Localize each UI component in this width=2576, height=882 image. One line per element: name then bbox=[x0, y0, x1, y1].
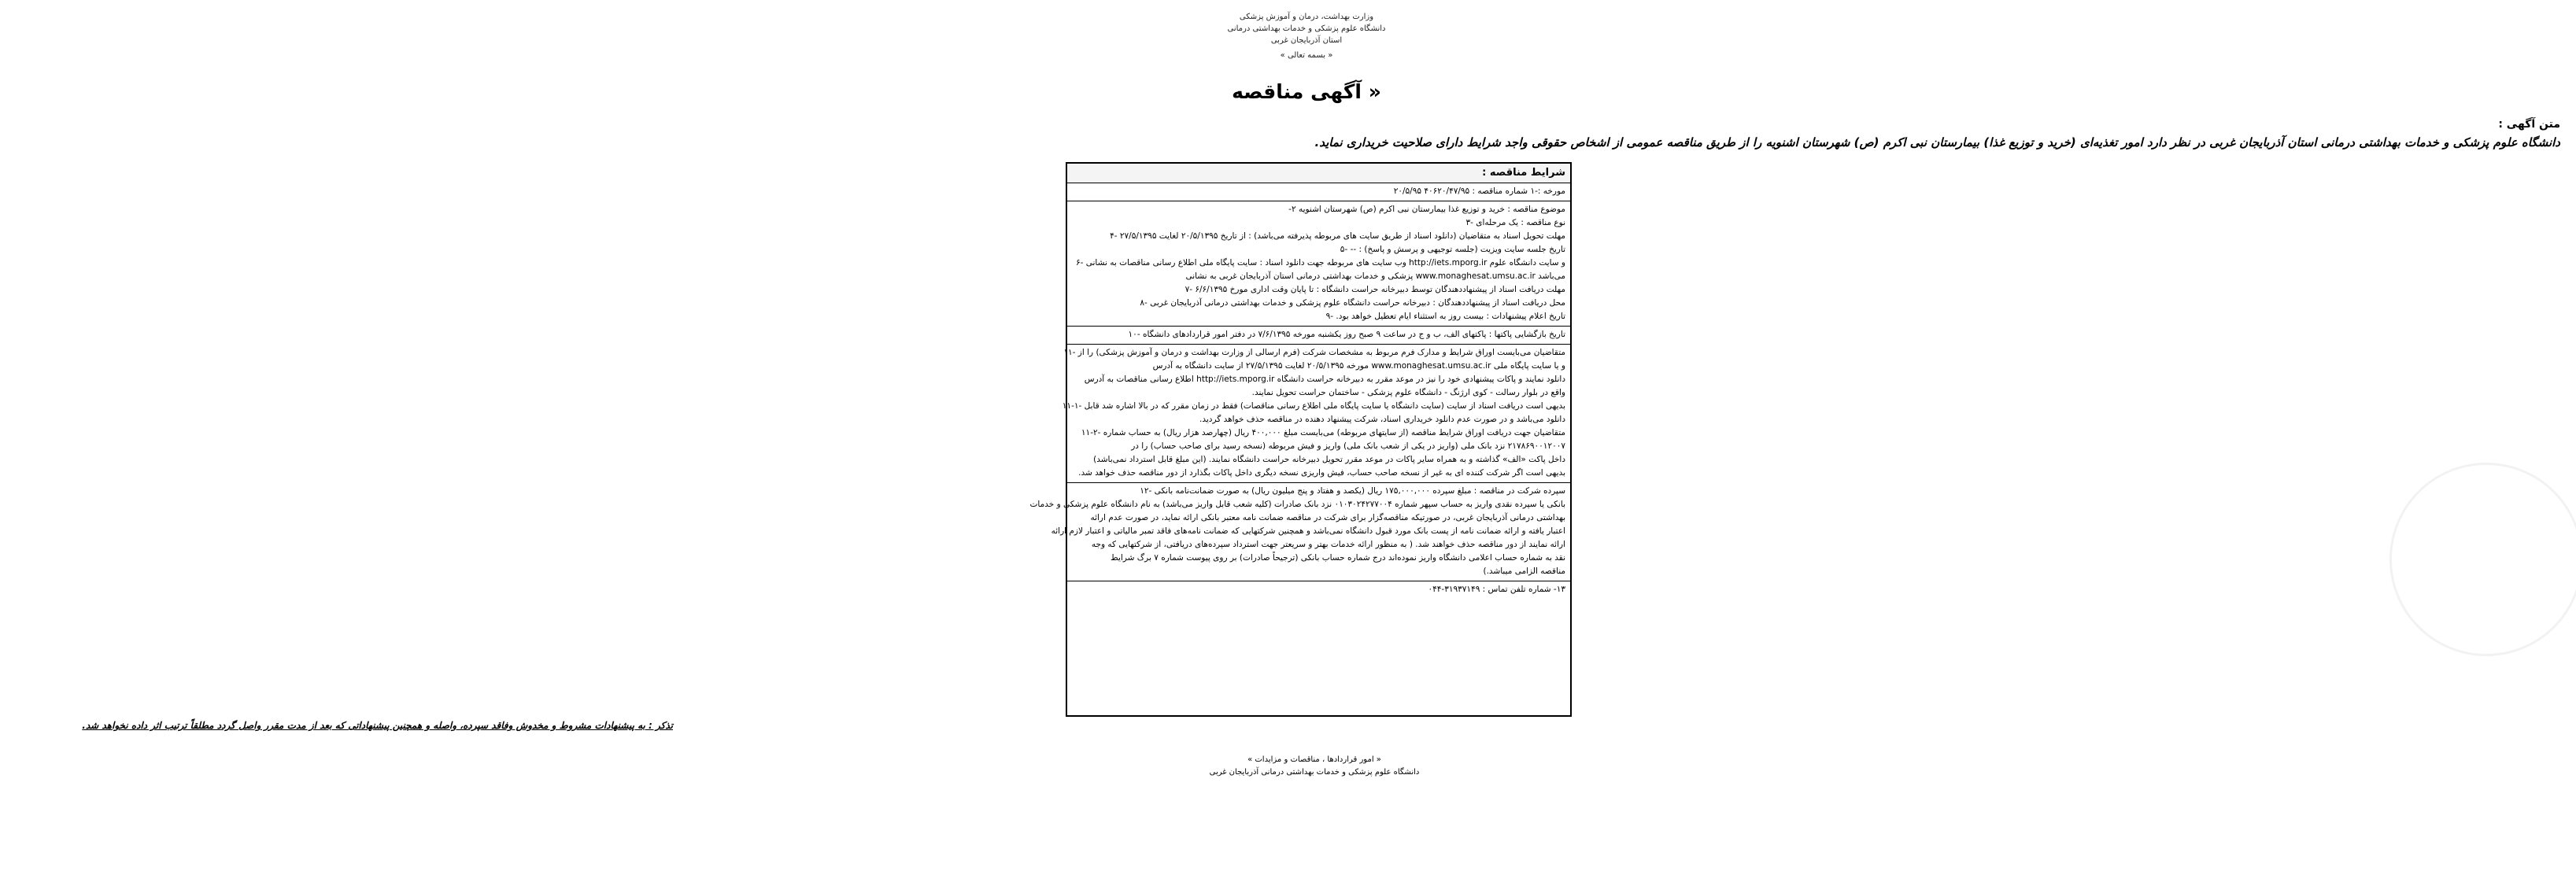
row-announcement: تاریخ اعلام پیشنهادات : بیست روز به استثناء ایام تعطیل خواهد بود. -۹ bbox=[1325, 312, 1565, 321]
conditions-section-5 bbox=[1029, 483, 1570, 581]
row-opening: تاریخ بازگشایی پاکتها : پاکتهای الف، ب و ج در ساعت ۹ صبح روز یکشنبه مورخه ۷/۶/۱۳۹۵ در دفتر امور قراردادهای دانشگاه -۱۰ bbox=[1128, 330, 1565, 339]
conditions-title: شرایط مناقصه : bbox=[1067, 164, 1570, 183]
row-11-1-a: بدیهی است دریافت اسناد از سایت (سایت دانشگاه یا سایت پایگاه ملی اطلاع رسانی مناقصات) فقط در زمان مقرر که در بالا اشاره شد قابل -۱-۱۱ bbox=[1062, 401, 1565, 411]
tender-conditions-box bbox=[1029, 162, 1572, 717]
row-11-2-c: داخل پاکت «الف» گذاشته و به همراه سایر پاکات در موعد مقرر تحویل دبیرخانه حراست دانشگاه نمایند. (این مبلغ قابل استرداد نمی‌باشد) bbox=[1093, 455, 1565, 464]
row-websites-1[interactable]: و سایت دانشگاه علوم http://iets.mporg.ir وب سایت های مربوطه جهت دانلود اسناد : سایت پایگاه ملی اطلاع رسانی مناقصات به نشانی -۶ bbox=[1075, 258, 1565, 268]
province-line: استان آذربایجان غربی bbox=[1270, 36, 1343, 45]
stamp-watermark bbox=[2389, 463, 2576, 656]
row-deposit-d: اعتبار یافته و ارائه ضمانت نامه از پست بانک مورد قبول دانشگاه نمی‌باشد و همچنین شرکتهایی که ضمانت نامه‌های فاقد تمبر مالیاتی و اعتبار لازم ارائه bbox=[1051, 526, 1565, 536]
bismillah: « بسمه تعالی » bbox=[1280, 51, 1333, 60]
row-11-2-d: بدیهی است اگر شرکت کننده ای به غیر از نسخه صاحب حساب، فیش واریزی نسخه دیگری داخل پاکات بگذارد از دور مناقصه حذف خواهد شد. bbox=[1078, 468, 1565, 478]
row-phone: ۱۳- شماره تلفن تماس : ۳۱۹۳۷۱۴۹-۰۴۴ bbox=[1428, 585, 1565, 594]
row-11-1-b: دانلود می‌باشد و در صورت عدم دانلود خریداری اسناد، شرکت پیشنهاد دهنده در مناقصه حذف خواهد گردید. bbox=[1199, 415, 1565, 424]
row-tender-number: مورخه :-۱ شماره مناقصه : ۴۰۶۲۰/۴۷/۹۵ ۲۰/۵/۹۵ bbox=[1393, 186, 1565, 196]
row-deposit-f: نقد به شماره حساب اعلامی دانشگاه واریز نموده‌اند درج شماره حساب بانکی (ترجیحاً صادرات) بر روی پیوست شماره ۷ برگ شرایط bbox=[1111, 553, 1565, 563]
row-site-visit: تاریخ جلسه سایت ویزیت (جلسه توجیهی و پرسش و پاسخ) : -- -۵ bbox=[1340, 245, 1565, 254]
row-type: نوع مناقصه : یک مرحله‌ای -۳ bbox=[1465, 218, 1565, 227]
row-11-b[interactable]: و یا سایت پایگاه ملی www.monaghesat.umsu.ac.ir مورخه ۲۰/۵/۱۳۹۵ لغایت ۲۷/۵/۱۳۹۵ از سایت دانشگاه به آدرس bbox=[1152, 361, 1565, 371]
university-line: دانشگاه علوم پزشکی و خدمات بهداشتی درمانی bbox=[1227, 24, 1386, 33]
row-11-a: متقاضیان می‌بایست اوراق شرایط و مدارک فرم مربوط به مشخصات شرکت (فرم ارسالی از وزارت بهداشت و درمان و آموزش پزشکی) را از -۱۱ bbox=[1063, 348, 1565, 357]
conditions-section-6 bbox=[1067, 581, 1570, 599]
row-submission-place: محل دریافت اسناد از پیشنهاددهندگان : دبیرخانه حراست دانشگاه علوم پزشکی و خدمات بهداشتی درمانی آذربایجان غربی -۸ bbox=[1140, 298, 1565, 308]
letterhead bbox=[1165, 11, 1448, 61]
row-11-2-a: متقاضیان جهت دریافت اوراق شرایط مناقصه (از سایتهای مربوطه) می‌بایست مبلغ ۴۰۰,۰۰۰ ریال (چهارصد هزار ریال) به حساب شماره -۲-۱۱ bbox=[1081, 428, 1565, 437]
conditions-section-2 bbox=[1067, 201, 1570, 327]
conditions-section-3 bbox=[1067, 327, 1570, 345]
page-title: « آگهی مناقصه bbox=[1232, 80, 1381, 103]
row-doc-deadline: مهلت تحویل اسناد به متقاضیان (دانلود اسناد از طریق سایت های مربوطه پذیرفته می‌باشد) : از تاریخ ۲۰/۵/۱۳۹۵ لغایت ۲۷/۵/۱۳۹۵ -۴ bbox=[1110, 231, 1565, 241]
footer bbox=[1196, 754, 1432, 779]
row-subject: موضوع مناقصه : خرید و توزیع غذا بیمارستان نبی اکرم (ص) شهرستان اشنویه ۲- bbox=[1288, 205, 1565, 214]
row-11-2-b: ۲۱۷۸۶۹۰۰۱۲۰۰۷ نزد بانک ملی (واریز در یکی از شعب بانک ملی) واریز و فیش مربوطه (نسخه رسید برای صاحب حساب) را در bbox=[1131, 441, 1565, 451]
row-11-d: واقع در بلوار رسالت - کوی ارژنگ - دانشگاه علوم پزشکی - ساختمان حراست تحویل نمایند. bbox=[1251, 388, 1565, 397]
row-websites-2[interactable]: می‌باشد www.monaghesat.umsu.ac.ir پزشکی و خدمات بهداشتی درمانی استان آذربایجان غربی به نشانی bbox=[1185, 271, 1565, 281]
conditions-section-4 bbox=[1062, 345, 1570, 483]
conditions-section-1 bbox=[1067, 183, 1570, 201]
ministry-line: وزارت بهداشت، درمان و آموزش پزشکی bbox=[1239, 13, 1374, 21]
row-deposit-c: بهداشتی درمانی آذربایجان غربی، در صورتیکه مناقصه‌گزار برای شرکت در مناقصه ضمانت نامه معتبر بانکی ارائه نماید، در صورت عدم ارائه bbox=[1090, 513, 1565, 522]
intro-paragraph: دانشگاه علوم پزشکی و خدمات بهداشتی درمانی استان آذربایجان غربی در نظر دارد امور تغذیه‌ای (خرید و توزیع غذا) بیمارستان نبی اکرم (ص) شهرستان اشنویه را از طریق مناقصه عمومی از اشخاص حقوقی واجد شرایط دارای صلاحیت خریداری نماید. bbox=[1314, 135, 2560, 149]
footer-line-2: دانشگاه علوم پزشکی و خدمات بهداشتی درمانی آذربایجان غربی bbox=[1209, 768, 1420, 777]
footer-line-1: « امور قراردادها ، مناقصات و مزایدات » bbox=[1247, 755, 1381, 764]
ad-text-label: متن آگهی : bbox=[2498, 118, 2560, 131]
row-deposit-a: سپرده شرکت در مناقصه : مبلغ سپرده ۱۷۵,۰۰۰,۰۰۰ ریال (یکصد و هفتاد و پنج میلیون ریال) به صورت ضمانت‌نامه بانکی -۱۲ bbox=[1140, 486, 1565, 496]
row-11-c[interactable]: دانلود نمایند و پاکات پیشنهادی خود را نیز در موعد مقرر به دبیرخانه حراست دانشگاه http://iets.mporg.ir اطلاع رسانی مناقصات به آدرس bbox=[1084, 375, 1565, 384]
note-text: تذکر : به پیشنهادات مشروط و مخدوش وفاقد سپرده، واصله و همچنین پیشنهاداتی که بعد از مدت مقرر واصل گردد مطلقاً ترتیب اثر داده نخواهد شد. bbox=[82, 720, 673, 731]
row-deposit-g: مناقصه الزامی میباشد.) bbox=[1483, 566, 1565, 576]
row-submission-deadline: مهلت دریافت اسناد از پیشنهاددهندگان توسط دبیرخانه حراست دانشگاه : تا پایان وقت اداری مورخ ۶/۶/۱۳۹۵ -۷ bbox=[1185, 285, 1565, 294]
row-deposit-b: بانکی یا سپرده نقدی واریز به حساب سپهر شماره ۰۱۰۳۰۲۴۲۷۷۰۰۴ نزد بانک صادرات (کلیه شعب قابل واریز می‌باشد) به نام دانشگاه علوم پزشکی و خدمات bbox=[1029, 500, 1565, 509]
row-deposit-e: ارائه نمایند از دور مناقصه حذف خواهند شد. ( به منظور ارائه خدمات بهتر و سریعتر جهت استرداد سپرده‌های دریافتی، از شرکتهایی که وجه bbox=[1091, 540, 1565, 549]
